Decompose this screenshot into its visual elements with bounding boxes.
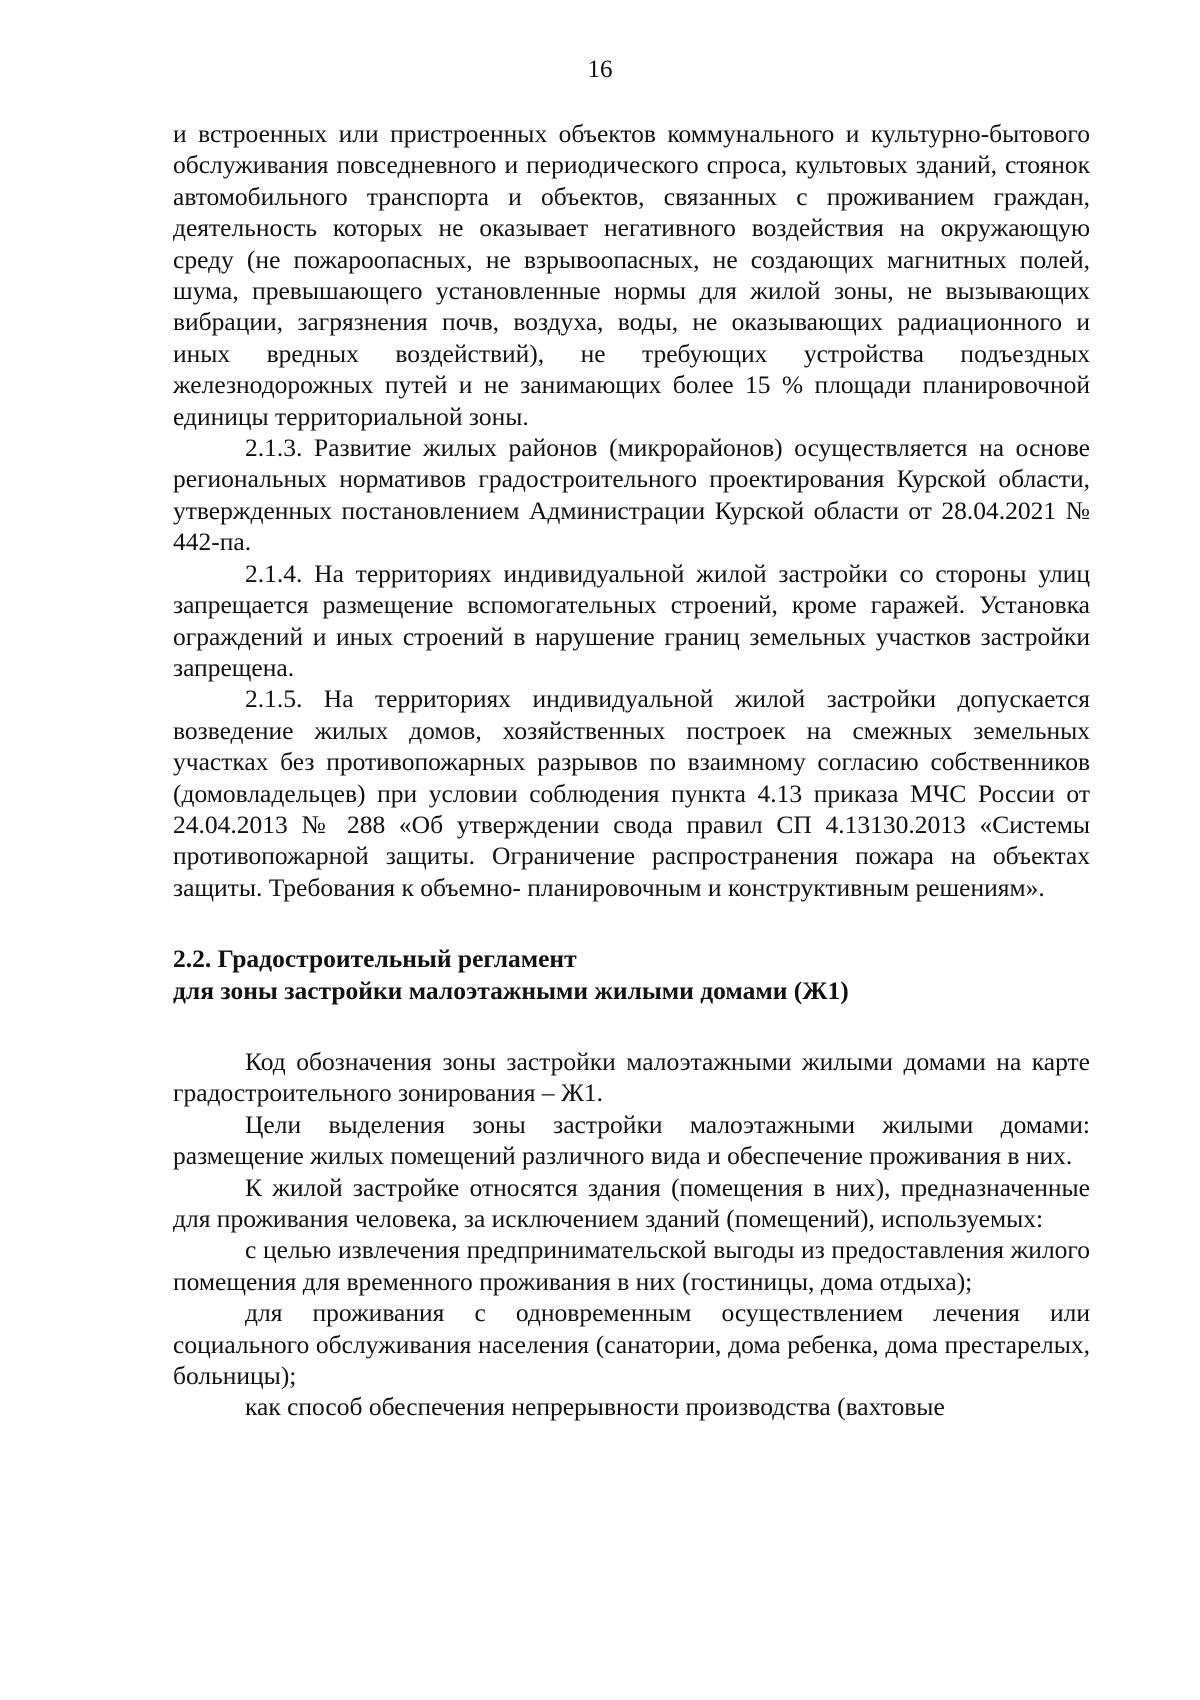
document-body bbox=[173, 118, 1090, 1423]
list-item-commercial-use: с целью извлечения предпринимательской выгоды из предоставления жилого помещения для временного проживания в них (гостиницы, дома отдыха); bbox=[173, 1235, 1090, 1296]
section-heading-line-1: 2.2. Градостроительный регламент bbox=[173, 944, 577, 974]
paragraph-zone-goals: Цели выделения зоны застройки малоэтажными жилыми домами: размещение жилых помещений различного вида и обеспечение проживания в них. bbox=[173, 1109, 1090, 1171]
paragraph-residential-definition: К жилой застройке относятся здания (помещения в них), предназначенные для проживания человека, за исключением зданий (помещений), используемых: bbox=[173, 1172, 1090, 1233]
paragraph-2-1-5: 2.1.5. На территориях индивидуальной жилой застройки допускается возведение жилых домов, хозяйственных построек на смежных земельных участках без противопожарных разрывов по взаимному согласию собственников (домовладельцев) при условии соблюдения пункта 4.13 приказа МЧС России от 24.04.2013 № 288 «Об утверждении свода правил СП 4.13130.2013 «Системы противопожарной защиты. Ограничение распространения пожара на объектах защиты. Требования к объемно- планировочным и конструктивным решениям». bbox=[173, 684, 1090, 902]
section-heading bbox=[173, 943, 1090, 1006]
paragraph-continuation: и встроенных или пристроенных объектов коммунального и культурно-бытового обслуживания повседневного и периодического спроса, культовых зданий, стоянок автомобильного транспорта и объектов, связанных с проживанием граждан, деятельность которых не оказывает негативного воздействия на окружающую среду (не пожароопасных, не взрывоопасных, не создающих магнитных полей, шума, превышающего установленные нормы для жилой зоны, не вызывающих вибрации, загрязнения почв, воздуха, воды, не оказывающих радиационного и иных вредных воздействий), не требующих устройства подъездных железнодорожных путей и не занимающих более 15 % площади планировочной единицы территориальной зоны. bbox=[173, 119, 1090, 431]
list-item-medical-social-use: для проживания с одновременным осуществлением лечения или социального обслуживания населения (санатории, дома ребенка, дома престарелых, больницы); bbox=[173, 1298, 1090, 1391]
paragraph-zone-code: Код обозначения зоны застройки малоэтажными жилыми домами на карте градостроительного зонирования – Ж1. bbox=[173, 1046, 1090, 1108]
page-number: 16 bbox=[587, 56, 613, 83]
section-heading-line-2: для зоны застройки малоэтажными жилыми домами (Ж1) bbox=[173, 975, 849, 1005]
list-item-production-use: как способ обеспечения непрерывности производства (вахтовые bbox=[245, 1392, 945, 1422]
paragraph-2-1-4: 2.1.4. На территориях индивидуальной жилой застройки со стороны улиц запрещается размещение вспомогательных строений, кроме гаражей. Установка ограждений и иных строений в нарушение границ земельных участков застройки запрещена. bbox=[173, 558, 1090, 682]
paragraph-2-1-3: 2.1.3. Развитие жилых районов (микрорайонов) осуществляется на основе региональных нормативов градостроительного проектирования Курской области, утвержденных постановлением Администрации Курской области от 28.04.2021 № 442-па. bbox=[173, 433, 1090, 557]
